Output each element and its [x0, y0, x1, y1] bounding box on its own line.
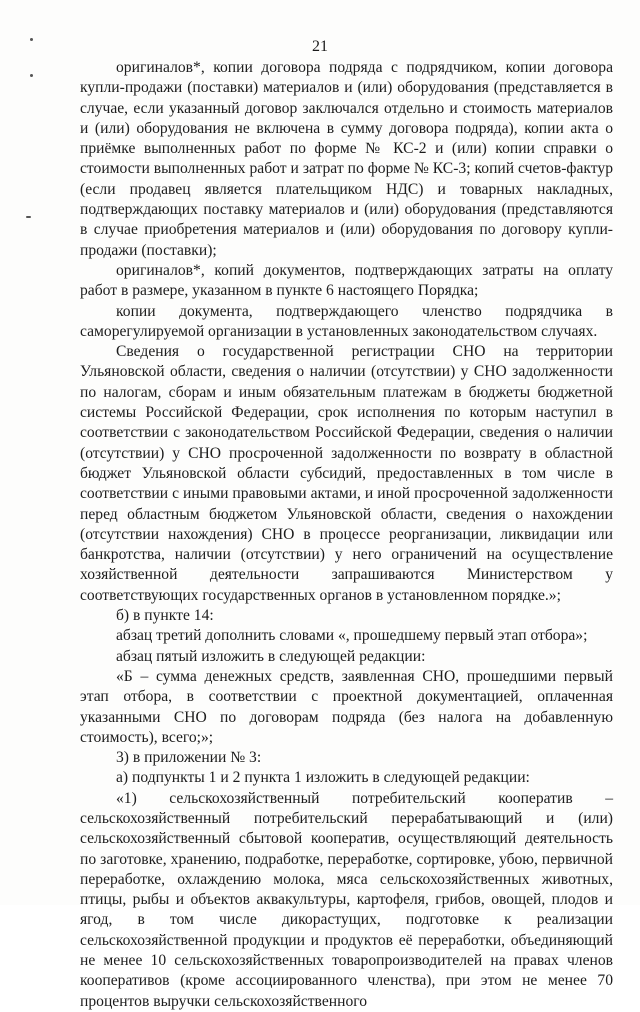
paragraph: копии документа, подтверждающего членство подрядчика в саморегулируемой организации в установленных законодательством случаях. — [80, 302, 613, 340]
document-body — [80, 58, 613, 1012]
paragraph: оригиналов*, копии договора подряда с подрядчиком, копии договора купли-продажи (поставки) материалов и (или) оборудования (представляется в случае, если указанный договор заключался отдельно и стоимость материалов и (или) оборудования не включена в сумму договора подряда), копии акта о приёмке выполненных работ по форме № КС-2 и (или) копии справки о стоимости выполненных работ и затрат по форме № КС-3; копий счетов-фактур (если продавец является плательщиком НДС) и товарных накладных, подтверждающих поставку материалов и (или) оборудования (представляются в случае приобретения материалов и (или) оборудования по договору купли-продажи (поставки); — [80, 59, 613, 259]
paragraph: б) в пункте 14: — [116, 607, 214, 625]
scan-speck — [30, 74, 33, 77]
paragraph: Сведения о государственной регистрации СНО на территории Ульяновской области, сведения о наличии (отсутствии) у СНО задолженности по налогам, сборам и иным обязательным платежам в бюджеты бюджетной системы Российской Федерации, срок исполнения по которым наступил в соответствии с законодательством Российской Федерации, сведения о наличии (отсутствии) у СНО просроченной задолженности по возврату в областной бюджет Ульяновской области субсидий, предоставленных в том числе в соответствии с иными правовыми актами, и иной просроченной задолженности перед областным бюджетом Ульяновской области, сведения о нахождении (отсутствии нахождения) СНО в процессе реорганизации, ликвидации или банкротства, наличии (отсутствии) у него ограничений на осуществление хозяйственной деятельности запрашиваются Министерством у соответствующих государственных органов в установленном порядке.»; — [80, 343, 613, 604]
paragraph: абзац третий дополнить словами «, прошедшему первый этап отбора»; — [116, 627, 588, 645]
paragraph: «1) сельскохозяйственный потребительский кооператив – сельскохозяйственный потребительский перерабатывающий и (или) сельскохозяйственный сбытовой кооператив, осуществляющий деятельность по заготовке, хранению, подработке, переработке, сортировке, убою, первичной переработке, охлаждению молока, мяса сельскохозяйственных животных, птицы, рыбы и объектов аквакультуры, картофеля, грибов, овощей, плодов и ягод, в том числе дикорастущих, подготовке к реализации сельскохозяйственной продукции и продуктов её переработки, объединяющий не менее 10 сельскохозяйственных товаропроизводителей на правах членов кооперативов (кроме ассоциированного членства), при этом не менее 70 процентов выручки сельскохозяйственного — [80, 789, 613, 1010]
paragraph: а) подпункты 1 и 2 пункта 1 изложить в следующей редакции: — [116, 769, 530, 787]
page-number: 21 — [312, 38, 328, 55]
paragraph: абзац пятый изложить в следующей редакции: — [116, 647, 426, 665]
paragraph: «Б – сумма денежных средств, заявленная СНО, прошедшими первый этап отбора, в соответствии с проектной документацией, оплаченная указанными СНО по договорам подряда (без налога на добавленную стоимость), всего;»; — [80, 667, 613, 746]
paragraph: оригиналов*, копий документов, подтверждающих затраты на оплату работ в размере, указанном в пункте 6 настоящего Порядка; — [80, 261, 613, 300]
paragraph: 3) в приложении № 3: — [116, 749, 262, 767]
scan-speck — [26, 216, 31, 218]
